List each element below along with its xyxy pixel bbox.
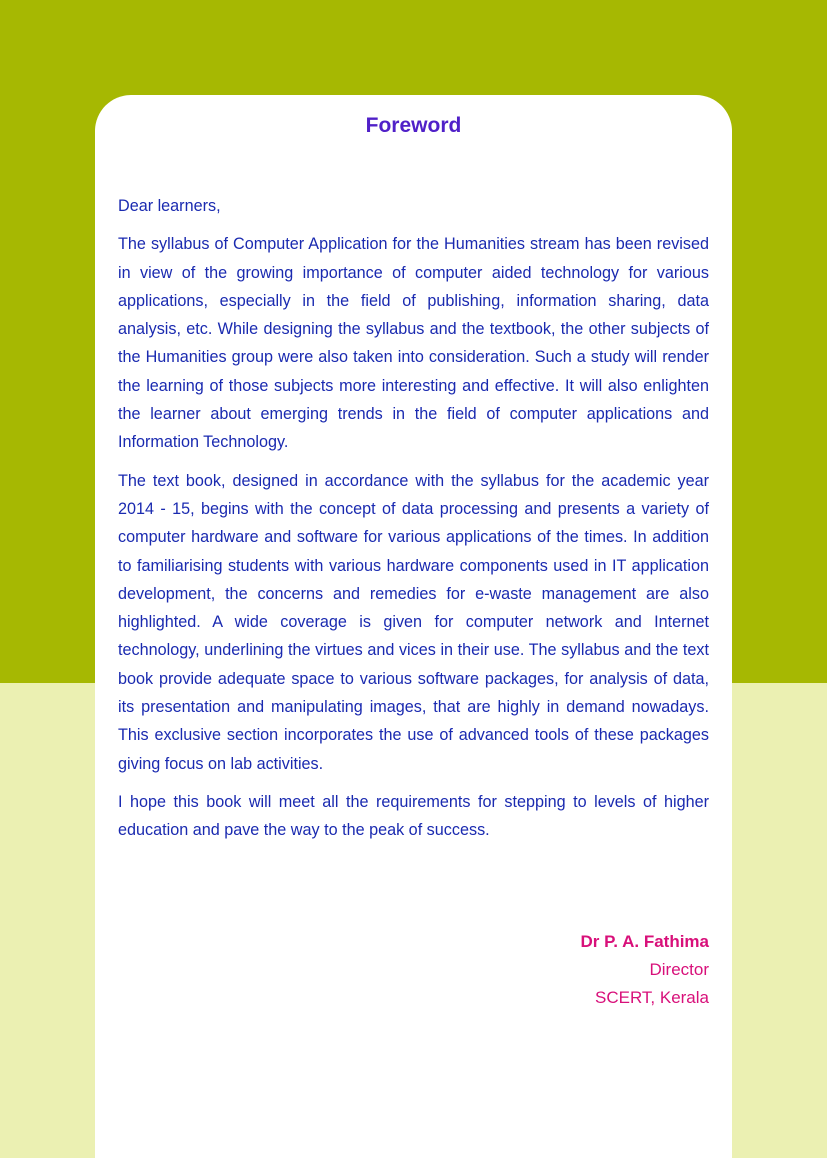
signatory-designation: Director [649,960,709,979]
signatory-organization: SCERT, Kerala [594,988,709,1007]
foreword-body [118,192,709,855]
paragraph-3: I hope this book will meet all the requirements for stepping to levels of higher education and pave the way to the peak of success. [118,792,709,840]
salutation: Dear learners, [118,197,221,215]
signature-block [581,928,709,1012]
paragraph-1: The syllabus of Computer Application for the Humanities stream has been revised in view of the growing importance of computer aided technology for various applications, especially in the field of publishing, information sharing, data analysis, etc. While designing the syllabus and the textbook, the other subjects of the Humanities group were also taken into consideration. Such a study will render the learning of those subjects more interesting and effective. It will also enlighten the learner about emerging trends in the field of computer applications and Information Technology. [118,235,709,452]
signatory-name: Dr P. A. Fathima [580,932,709,951]
page-title: Foreword [365,114,462,137]
paragraph-2: The text book, designed in accordance with the syllabus for the academic year 2014 - 15, begins with the concept of data processing and presents a variety of computer hardware and software for various applications of the times. In addition to familiarising students with various hardware components used in IT application development, the concerns and remedies for e-waste management are also highlighted. A wide coverage is given for computer network and Internet technology, underlining the virtues and vices in their use. The syllabus and the text book provide adequate space to various software packages, for analysis of data, its presentation and manipulating images, that are highly in demand nowadays. This exclusive section incorporates the use of advanced tools of these packages giving focus on lab activities. [118,471,709,773]
